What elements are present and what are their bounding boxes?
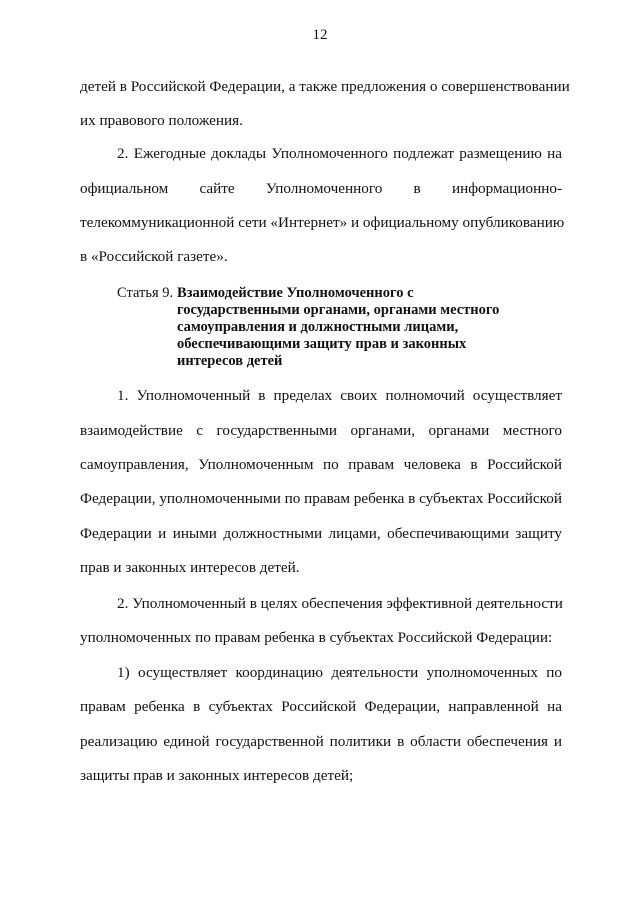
page-number: 12 — [312, 27, 328, 43]
article-title-line: самоуправления и должностными лицами, — [177, 319, 459, 335]
paragraph-line: Федерации, уполномоченными по правам ребенка в субъектах Российской — [80, 490, 562, 507]
paragraph-line: уполномоченных по правам ребенка в субъектах Российской Федерации: — [80, 629, 553, 646]
paragraph-line: в «Российской газете». — [80, 248, 228, 265]
article-title-line: обеспечивающими защиту прав и законных — [177, 336, 467, 352]
paragraph-line: Федерации и иными должностными лицами, обеспечивающими защиту — [80, 525, 562, 542]
paragraph-line: взаимодействие с государственными органами, органами местного — [80, 422, 562, 439]
paragraph-line: детей в Российской Федерации, а также предложения о совершенствовании — [80, 78, 570, 95]
paragraph-line: 1) осуществляет координацию деятельности уполномоченных по — [117, 664, 562, 681]
article-title-line: государственными органами, органами местного — [177, 302, 500, 318]
paragraph-line: правам ребенка в субъектах Российской Федерации, направленной на — [80, 698, 562, 715]
article-title-line: Взаимодействие Уполномоченного с — [177, 285, 414, 301]
article-label: Статья 9. — [117, 285, 174, 301]
paragraph-line: защиты прав и законных интересов детей; — [80, 767, 354, 784]
paragraph-line: 1. Уполномоченный в пределах своих полномочий осуществляет — [117, 387, 562, 404]
paragraph-line: самоуправления, Уполномоченным по правам человека в Российской — [80, 456, 562, 473]
paragraph-line: официальном сайте Уполномоченного в информационно- — [80, 180, 562, 197]
article-title-line: интересов детей — [177, 353, 283, 369]
paragraph-line: 2. Ежегодные доклады Уполномоченного подлежат размещению на — [117, 145, 562, 162]
paragraph-line: прав и законных интересов детей. — [80, 559, 300, 576]
paragraph-line: 2. Уполномоченный в целях обеспечения эффективной деятельности — [117, 595, 563, 612]
paragraph-line: их правового положения. — [80, 112, 243, 129]
paragraph-line: телекоммуникационной сети «Интернет» и официальному опубликованию — [80, 214, 565, 231]
paragraph-line: реализацию единой государственной политики в области обеспечения и — [80, 733, 562, 750]
